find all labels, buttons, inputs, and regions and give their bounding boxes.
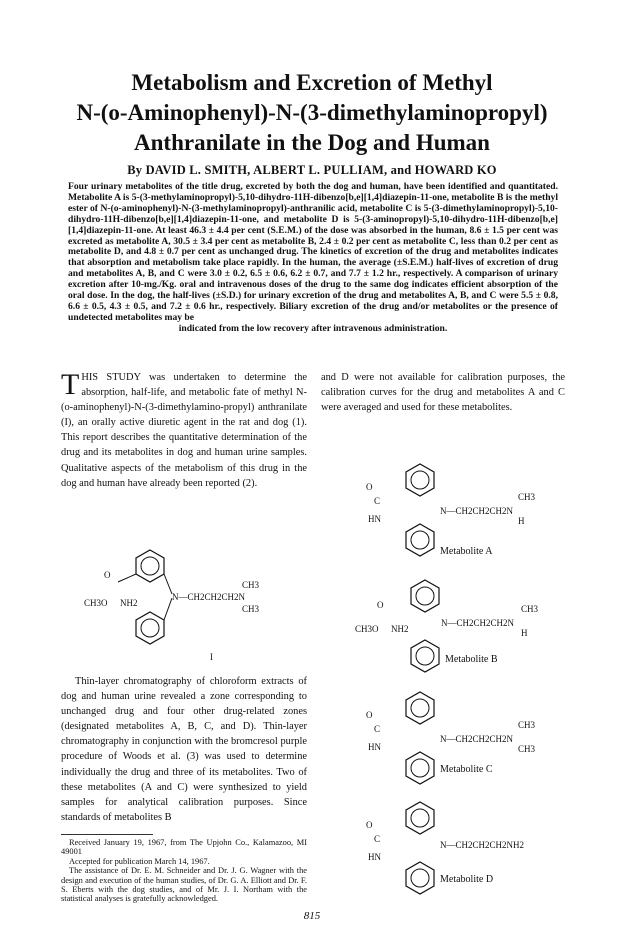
article-title [40, 68, 584, 158]
title-line-1: Metabolism and Excretion of Methyl [131, 70, 493, 95]
metabolite-c-hn: HN [368, 742, 381, 752]
page-number: 815 [303, 910, 321, 922]
metabolite-d-c: C [374, 834, 381, 844]
footnote-accepted: Accepted for publication March 14, 1967. [69, 856, 210, 866]
metabolite-b-o: O [377, 600, 384, 610]
compound-i-label: I [210, 652, 213, 662]
metabolite-a-structure [360, 462, 560, 562]
compound-i-chain: N—CH2CH2CH2N [172, 592, 246, 602]
compound-i-ch3o: CH3O [84, 598, 108, 608]
metabolite-a-chain: N—CH2CH2CH2N [440, 506, 514, 516]
author-line: By DAVID L. SMITH, ALBERT L. PULLIAM, and HOWARD KO [127, 163, 497, 177]
metabolite-c-c: C [374, 724, 381, 734]
metabolite-b-ch3o: CH3O [355, 624, 379, 634]
metabolite-b-h: H [521, 628, 528, 638]
metabolite-a-h: H [518, 516, 525, 526]
compound-i-ch3-top: CH3 [242, 580, 260, 590]
abstract [68, 182, 558, 335]
metabolite-c-label: Metabolite C [440, 764, 493, 775]
metabolite-c-ch3-bottom: CH3 [518, 744, 536, 754]
metabolite-d-chain: N—CH2CH2CH2NH2 [440, 840, 525, 850]
intro-paragraph [61, 370, 307, 491]
metabolite-d-o: O [366, 820, 373, 830]
metabolite-d-structure [360, 800, 560, 900]
metabolite-c-structure [360, 690, 560, 790]
footnote-acknowledgment: The assistance of Dr. E. M. Schneider and Dr. J. G. Wagner with the design and execution of the human studies, of Dr. G. A. Elliott and Dr. F. S. Eberts with the dog studies, and of Mr. J. I. Northam with the statistical analyses is gratefully acknowledged. [61, 866, 307, 904]
footnote [61, 838, 307, 904]
compound-i-structure [80, 548, 280, 668]
metabolite-c-ch3-top: CH3 [518, 720, 536, 730]
abstract-body: Four urinary metabolites of the title drug, excreted by both the dog and human, have been identified and quantitated. Metabolite A is 5-(3-methylaminopropyl)-5,10-dihydro-11H-dibenzo[b,e][1,4]diazepin-11-one, metabolite B is the methyl ester of N-(o-aminophenyl)-N-(3-methylaminopropyl)-anthranilic acid, metabolite C is 5-(3-dimethylaminopropyl)-5,10-dihydro-11H-dibenzo[b,e][1,4]diazepin-11-one, and metabolite D is 5-(3-aminopropyl)-5,10-dihydro-11H-dibenzo[b,e][1,4]diazepin-11-one. At least 46.3 ± 4.4 per cent (S.E.M.) of the dose was absorbed in the human, 8.6 ± 1.5 per cent was excreted as metabolite A, 30.5 ± 3.4 per cent as metabolite B, 2.4 ± 0.2 per cent as metabolite C, less than 0.2 per cent as metabolite D, and 4.8 ± 0.7 per cent as unchanged drug. The kinetics of excretion of the drug and metabolites indicates that absorption and metabolism take place rapidly. In the human, the average (±S.E.M.) half-lives of excretion of drug and metabolites A, B, and C were 3.0 ± 0.2, 6.5 ± 0.6, 6.2 ± 0.7, and 7.7 ± 1.2 hr., respectively. A comparison of urinary excretion after 10-mg./Kg. oral and intravenous doses of the drug to the same dog indicates efficient absorption of the oral dose. In the dog, the half-lives (±S.D.) for urinary excretion of the drug and metabolites A, B, and C were 5.5 ± 0.8, 6.6 ± 0.5, 4.3 ± 0.5, and 7.2 ± 0.6 hr., respectively. Biliary excretion of the drug and/or metabolites or the presence of undetected metabolites may be [68, 181, 558, 323]
footnote-divider [61, 834, 153, 835]
compound-i-nh2: NH2 [120, 598, 138, 608]
footnote-received: Received January 19, 1967, from The Upjohn Co., Kalamazoo, MI 49001 [61, 838, 307, 857]
title-line-2: N-(o-Aminophenyl)-N-(3-dimethylaminopropyl) [76, 100, 548, 125]
metabolite-d-label: Metabolite D [440, 874, 494, 885]
metabolite-b-nh2: NH2 [391, 624, 409, 634]
intro-text: HIS STUDY was undertaken to determine the absorption, half-life, and metabolic fate of methyl N-(o-aminophenyl)-N-(3-dimethylamino-propyl) anthranilate (I), an orally active diuretic agent in the rat and dog (1). This report describes the quantitative determination of the drug and its metabolites in dog and human urine samples. Qualitative aspects of the metabolism of this drug in the dog and human have already been reported (2). [61, 372, 307, 489]
metabolite-b-label: Metabolite B [445, 654, 498, 665]
abstract-last-line: indicated from the low recovery after intravenous administration. [178, 322, 448, 334]
title-line-3: Anthranilate in the Dog and Human [134, 130, 490, 155]
metabolite-a-hn: HN [368, 514, 381, 524]
metabolite-c-o: O [366, 710, 373, 720]
right-column-text: and D were not available for calibration purposes, the calibration curves for the drug and metabolites A and C were averaged and used for these metabolites. [321, 372, 565, 414]
compound-i-ch3-bottom: CH3 [242, 604, 260, 614]
metabolite-d-hn: HN [368, 852, 381, 862]
metabolite-a-ch3: CH3 [518, 492, 536, 502]
chromatography-paragraph: Thin-layer chromatography of chloroform extracts of dog and human urine revealed a zone corresponding to unchanged drug and four other drug-related zones (designated metabolites A, B, C, and D). Thin-layer chromatography in conjunction with the bromcresol purple procedure of Woods et al. (3) was used to determine individually the drug and three of its metabolites. Two of these metabolites (A and C) were synthesized to yield samples for analytical calibration purposes. Since standards of metabolites B [61, 676, 307, 823]
metabolite-b-chain: N—CH2CH2CH2N [441, 618, 515, 628]
compound-i-o: O [104, 570, 111, 580]
metabolite-b-structure [355, 578, 565, 678]
metabolite-a-o: O [366, 482, 373, 492]
drop-cap: T [61, 368, 80, 401]
metabolite-a-c: C [374, 496, 381, 506]
metabolite-b-ch3: CH3 [521, 604, 539, 614]
metabolite-c-chain: N—CH2CH2CH2N [440, 734, 514, 744]
metabolite-a-label: Metabolite A [440, 546, 493, 557]
